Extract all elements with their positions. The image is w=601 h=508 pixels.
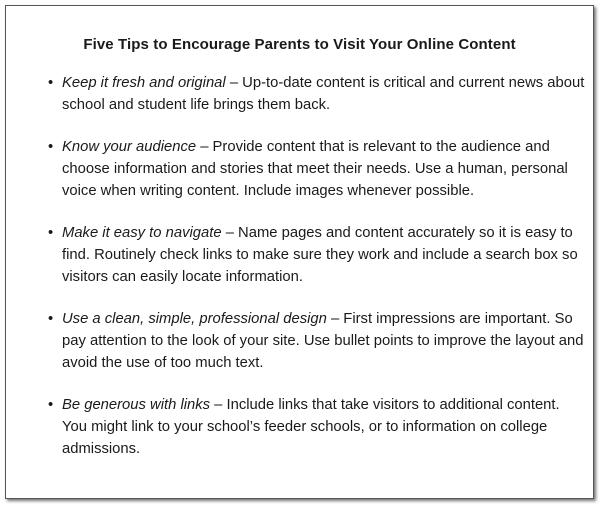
list-item [48, 394, 586, 460]
tips-box [5, 5, 594, 499]
list-item [48, 222, 586, 288]
list-item [48, 72, 586, 116]
tip-heading: Know your audience [62, 139, 197, 155]
list-item [48, 308, 586, 374]
tips-list [6, 72, 593, 480]
tip-text: – Up-to-date content is critical and current news about school and student life brings them back. [62, 75, 585, 113]
bullet-icon: • [48, 139, 54, 155]
tip-heading: Use a clean, simple, professional design [62, 311, 327, 327]
tip-heading: Make it easy to navigate [62, 225, 222, 241]
tip-heading: Be generous with links [62, 397, 211, 413]
bullet-icon: • [48, 225, 54, 241]
bullet-icon: • [48, 75, 54, 91]
tip-heading: Keep it fresh and original [62, 75, 226, 91]
tip-text: – Include links that take visitors to additional content. You might link to your school’s feeder schools, or to information on college admissions. [62, 397, 560, 457]
tip-text: – First impressions are important. So pay attention to the look of your site. Use bullet points to improve the layout and avoid the use of too much text. [62, 311, 584, 371]
tip-text: – Name pages and content accurately so it is easy to find. Routinely check links to make sure they work and include a search box so visitors can easily locate information. [62, 225, 578, 285]
bullet-icon: • [48, 311, 54, 327]
bullet-icon: • [48, 397, 54, 413]
list-item [48, 136, 586, 202]
document-title: Five Tips to Encourage Parents to Visit Your Online Content [83, 36, 516, 53]
tip-text: – Provide content that is relevant to the audience and choose information and stories that meet their needs. Use a human, personal voice when writing content. Include images whenever possible. [62, 139, 568, 199]
